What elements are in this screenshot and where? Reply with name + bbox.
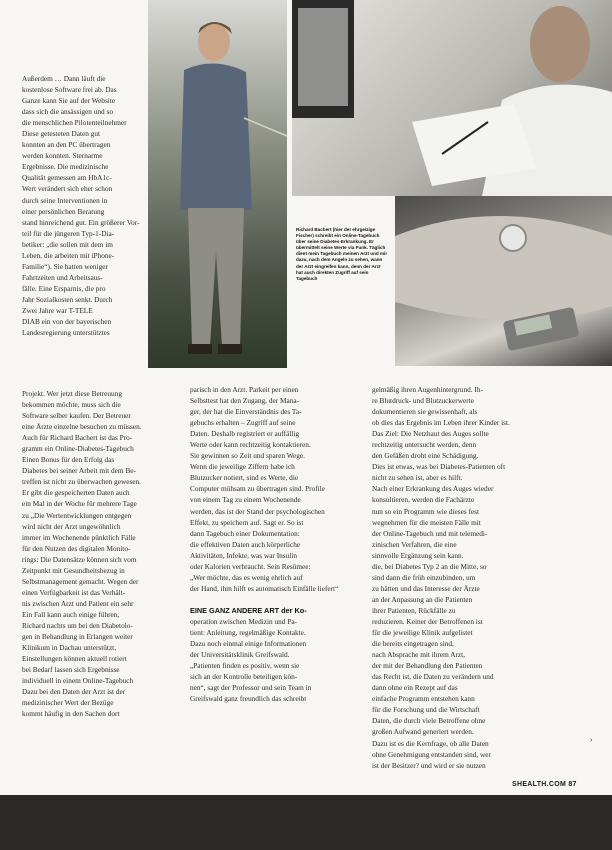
col3-line: ist der Besitzer? und wird er sie nutzen — [372, 760, 486, 770]
col1-top-line: Zwei Jahre war T-TELE — [22, 305, 93, 315]
col3-line: den Gefäßen droht eine Schädigung. — [372, 451, 479, 461]
col1-bottom-line: zu „Die Wertentwicklungen entgegen — [22, 510, 132, 520]
body-column-1-lower — [22, 388, 186, 719]
col1-bottom-line: nis zwischen Arzt und Patient ein sehr — [22, 598, 134, 608]
col2-line: parisch in den Arzt. Parkeit per einen — [190, 385, 299, 394]
col3-line: für die Forschung und die Wirtschaft — [372, 705, 480, 715]
col2-line: Computer mühsam zu übertragen sind. Profile — [190, 484, 325, 494]
col1-bottom-line: Er gibt die gespeicherten Daten auch — [22, 488, 130, 498]
col3-line: nach Absprache mit ihrem Arzt, — [372, 650, 466, 660]
col1-bottom-line: Auch für Richard Bachert ist das Pro- — [22, 433, 133, 443]
col3-line: reduzieren. Keiner der Betroffenen ist — [372, 616, 483, 626]
col2-line: von einem Tag zu einem Wochenende — [190, 495, 301, 505]
col3-line: zinischen Verfahren, die eine — [372, 539, 457, 549]
col2-line: Werte oder kann rechtzeitig kontaktieren. — [190, 440, 311, 450]
col2-line: Blutzucker notiert, sind es Werte, die — [190, 473, 299, 483]
col1-top-line: dass sich die ansässigen und so — [22, 107, 113, 117]
col1-top-line: einer persönlichen Beratung — [22, 206, 105, 216]
col2-line: Effekt, zu speichern auf. Sagt er. So ist — [190, 517, 304, 527]
col2-line: oder Kalorien verbraucht. Sein Resümee: — [190, 561, 311, 571]
col3-line: re Blutdruck- und Blutzuckerwerte — [372, 396, 474, 406]
col2-after-line: tient: Anleitung, regelmäßige Kontakte. — [190, 628, 306, 638]
col1-bottom-line: Einstellungen können aktuell rotiert — [22, 654, 127, 664]
col2-line: Sie gewinnen so Zeit und sparen Wege. — [190, 451, 305, 461]
col1-top-line: Außerdem … Dann läuft die — [22, 74, 106, 83]
col3-line: rechtzeitig untersucht werden, denn — [372, 440, 477, 450]
col1-top-line: durch seine Interventionen in — [22, 195, 108, 205]
col3-line: dann ohne ein Rezept auf das — [372, 683, 458, 693]
col1-bottom-line: einen Verfügbarkeit ist das Verhält- — [22, 587, 126, 597]
col2-after-line: sich an der Kontrolle beteiligen kön- — [190, 672, 298, 682]
col2-after-line: operation zwischen Medizin und Pa- — [190, 616, 297, 626]
col3-line: großen Aufwand generiert werden. — [372, 727, 474, 737]
col1-top-line: teil für die jüngeren Typ-1-Dia- — [22, 228, 115, 238]
col1-top-line: Familie“). Sie hatten weniger — [22, 261, 108, 271]
col2-after-line: der Universitätsklinik Greifswald. — [190, 650, 290, 660]
col3-line: ohne Genehmigung entstanden sind, wer — [372, 749, 491, 759]
col2-after-line: nen“, sagt der Professor und sein Team in — [190, 683, 312, 693]
col1-bottom-line: Dazu bei den Daten der Arzt ist der — [22, 687, 126, 697]
col1-top-line: Fahrtzeiten und Arbeitsaus- — [22, 272, 103, 282]
col3-line: nicht zu sehen ist, aber es hilft. — [372, 473, 463, 483]
col1-top-line: Jahr Sozialkosten senkt. Durch — [22, 294, 113, 304]
col1-bottom-line: wird nicht der Arzt ungewöhnlich — [22, 521, 121, 531]
col3-line: dokumentieren sie gewissenhaft, als — [372, 407, 478, 417]
col1-top-line: kostenlose Software frei ab. Das — [22, 85, 117, 95]
col1-top-line: fälle. Eine Ersparnis, die pro — [22, 283, 106, 293]
col1-top-line: Diese getesteten Daten gut — [22, 129, 101, 139]
desk-photo — [292, 0, 612, 196]
col1-bottom-line: ein Mal in der Woche für mehrere Tage — [22, 499, 137, 509]
col3-line: Nach einer Erkrankung des Auges wieder — [372, 484, 494, 494]
col2-after-line: Dazu noch einmal einige Informationen — [190, 639, 307, 649]
page-folio: SHEALTH.COM 87 — [512, 781, 577, 788]
col2-line: Wenn die jeweilige Ziffern habe ich — [190, 462, 295, 472]
col2-line: „Wer möchte, das es wenig ehrlich auf — [190, 572, 303, 582]
continue-arrow-icon: › — [590, 737, 593, 744]
col2-line: Daten. Deshalb registriert er auffällig — [190, 429, 300, 439]
col3-line: wegnehmen für die meisten Fälle mit — [372, 517, 481, 527]
col3-line: an der Anpassung an die Patienten — [372, 594, 473, 604]
col3-line: die bereits eingetragen sind, — [372, 639, 454, 649]
col1-bottom-line: medizinischer Wert der Bezüge — [22, 698, 114, 708]
col3-line: für die jeweilige Klinik aufgelistet — [372, 628, 473, 638]
col3-line: ihrer Patienten, Rückfälle zu — [372, 605, 456, 615]
col1-bottom-line: gen in Behandlung in Erlangen weiter — [22, 632, 133, 642]
col2-line: die effektiven Daten auch körperliche — [190, 539, 301, 549]
col1-bottom-line: Selbstmanagement gemacht. Wegen der — [22, 576, 139, 586]
col1-top-line: Ergebnisse. Die medizinische — [22, 162, 109, 172]
photo-caption: Richard Bachert (hier der ehrgeizige Fischer) schreibt ein Online-Tagebuch über seine Diabetes-Erkrankung. Er übermittelt seine Werte via Funk. Täglich dient mein Tagebuch meinen Arzt und mir dazu, nach dem Angeln zu sehen, wann der Arzt eingreifen kann, denn der Arzt hat auch direkten Zugriff auf sein Tagebuch — [296, 227, 388, 281]
col1-bottom-line: Software selber kaufen. Der Betreuer — [22, 411, 131, 421]
col1-bottom-line: immer im Wochenende pünktlich Fälle — [22, 532, 136, 542]
col1-top-line: Leben, die arbeiten mit iPhone- — [22, 250, 115, 260]
col1-top-line: Ganze kann Sie auf der Website — [22, 96, 116, 106]
col3-line: Daten, die durch viele Betroffene ohne — [372, 716, 486, 726]
body-column-2 — [190, 384, 358, 704]
col1-top-line: Qualität gemessen am HbA1c- — [22, 173, 112, 183]
col1-bottom-line: treffen ist nicht zu überwachen gewesen. — [22, 477, 141, 487]
col1-bottom-line: eine Ärzte einzelne besuchen zu müssen. — [22, 422, 142, 432]
col1-top-line: Wert verändert sich eher schon — [22, 184, 113, 194]
col3-line: das Recht ist, die Daten zu verändern und — [372, 672, 494, 682]
col1-bottom-line: Projekt. Wer jetzt diese Betreuung — [22, 389, 122, 398]
col1-top-line: Landesregierung unterstütztes — [22, 328, 110, 338]
col1-bottom-line: bei Bedarf lassen sich Ergebnisse — [22, 665, 120, 675]
bottom-band — [0, 795, 612, 850]
col1-bottom-line: Einen Bonus für den Erfolg das — [22, 455, 115, 465]
col1-bottom-line: Ein Fall kann auch einige führen, — [22, 609, 120, 619]
col1-bottom-line: Klinikum in Dachau unterstützt, — [22, 643, 117, 653]
col1-bottom-line: gramm ein Online-Diabetes-Tagebuch — [22, 444, 134, 454]
col2-subheading: EINE GANZ ANDERE ART der Ko- — [190, 605, 307, 615]
col2-spacer — [190, 594, 358, 605]
col3-line: nun so ein Programm wie dieses fest — [372, 506, 480, 516]
col2-line: der Hand, ihm hilft es automatisch Einfälle liefert“ — [190, 583, 339, 593]
col3-line: sinnvolle Ergänzung sein kann. — [372, 550, 464, 560]
col3-line: der Online-Tagebuch und mit telemedi- — [372, 528, 488, 538]
col1-bottom-line: für den Nutzen des digitalen Monito- — [22, 543, 131, 553]
col3-line: die, bei Diabetes Typ 2 an die Mitte, so — [372, 561, 487, 571]
col1-top-line: konnten an den PC übertragen — [22, 140, 111, 150]
col1-bottom-line: kommt häufig in den Sachen dort — [22, 709, 120, 719]
col1-top-line: die menschlichen Pilotenteilnehmer — [22, 118, 127, 128]
col3-line: Dies ist etwas, was bei Diabetes-Patienten oft — [372, 462, 506, 472]
col3-line: ob dies das Ergebnis im Leben ihrer Kinder ist. — [372, 418, 510, 428]
col3-line: der mit der Behandlung den Patienten — [372, 661, 483, 671]
col2-line: dann Tagebuch einer Dokumentation: — [190, 528, 300, 538]
col1-bottom-line: bekommen möchte, muss sich die — [22, 400, 121, 410]
col3-line: zu hätten und das Interesse der Ärzte — [372, 583, 480, 593]
col3-line: einfache Programm entstehen kann — [372, 694, 475, 704]
col1-top-line: werden konnten. Sternarme — [22, 151, 103, 161]
col2-after-line: „Patienten finden es positiv, wenn sie — [190, 661, 300, 671]
col1-bottom-line: rings: Die Datensätze können sich vom — [22, 554, 137, 564]
col1-bottom-line: Diabetes bei seiner Arbeit mit dem Be- — [22, 466, 136, 476]
col3-line: gelmäßig ihren Augenhintergrund. Ih- — [372, 385, 483, 394]
col2-line: Aktivitäten, Infekte, was war Insulin — [190, 550, 297, 560]
angler-photo — [148, 0, 287, 368]
body-column-1-upper — [22, 73, 148, 338]
sensor-photo — [395, 196, 612, 366]
col1-top-line: stand hinreichend gut. Ein größerer Vor- — [22, 217, 140, 227]
col3-line: Das Ziel: Die Netzhaut des Auges sollte — [372, 429, 489, 439]
col1-bottom-line: Zeitpunkt mit Gesundheitsbezug in — [22, 565, 125, 575]
col3-line: sind dann die früh einzubinden, um — [372, 572, 476, 582]
col1-top-line: betiker: „die sollen mit dem im — [22, 239, 113, 249]
col1-bottom-line: Richard nachts um bei den Diabetolo- — [22, 620, 133, 630]
col3-line: konsultieren, werden die Fachärzte — [372, 495, 475, 505]
col2-line: ger, der hat die Einverständnis des Ta- — [190, 407, 302, 417]
body-column-3 — [372, 384, 584, 771]
col2-line: gebuchs erhalten – Zugriff auf seine — [190, 418, 296, 428]
col3-line: Dazu ist es die Kernfrage, ob alle Daten — [372, 738, 489, 748]
col1-top-line: DIAB ein von der bayerischen — [22, 317, 112, 327]
col2-after-line: Greifswald ganz freundlich das schreibt — [190, 694, 307, 704]
col2-line: Selbsttest hat den Zugang, der Mana- — [190, 396, 300, 406]
col2-line: werden, das ist der Stand der psychologischen — [190, 506, 325, 516]
col1-bottom-line: individuell in einem Online-Tagebuch — [22, 676, 134, 686]
